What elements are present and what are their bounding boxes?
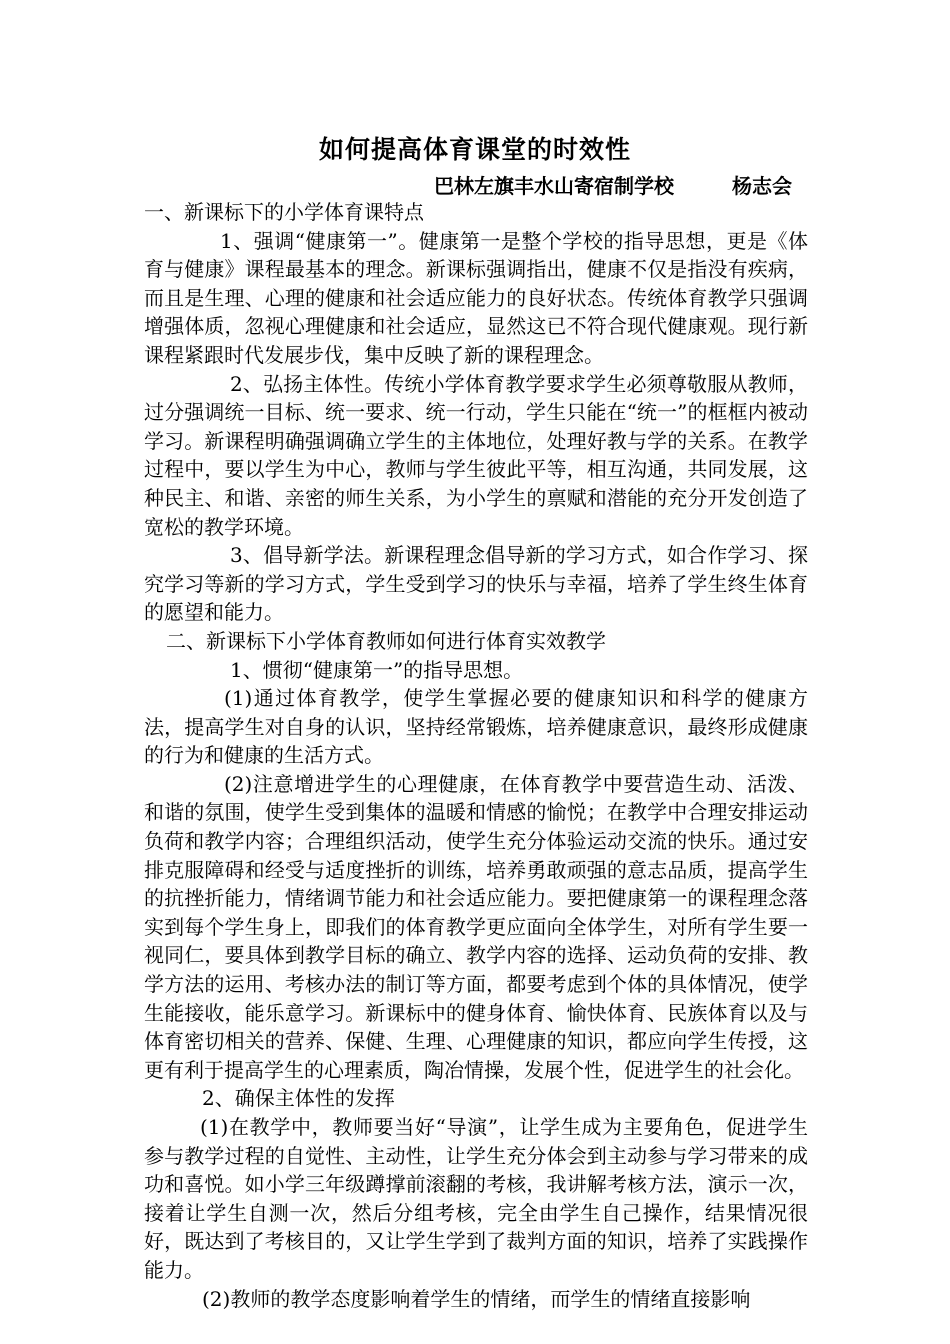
paragraph: 1、强调“健康第一”。健康第一是整个学校的指导思想，更是《体育与健康》课程最基本的理念。新课标强调指出，健康不仅是指没有疾病，而且是生理、心理的健康和社会适应能力的良好状态。传统体育教学只强调增强体质，忽视心理健康和社会适应，显然这已不符合现代健康观。现行新课程紧跟时代发展步伐，集中反映了新的课程理念。 [144,228,808,367]
paragraph: (1)通过体育教学，使学生掌握必要的健康知识和科学的健康方法，提高学生对自身的认识，坚持经常锻炼，培养健康意识，最终形成健康的行为和健康的生活方式。 [144,686,808,768]
section-heading-2: 二、新课标下小学体育教师如何进行体育实效教学 [166,628,606,653]
subsection-heading: 2、确保主体性的发挥 [202,1086,395,1111]
paragraph: (2)注意增进学生的心理健康，在体育教学中要营造生动、活泼、和谐的氛围，使学生受到集体的温暖和情感的愉悦；在教学中合理安排运动负荷和教学内容；合理组织活动，使学生充分体验运动交流的快乐。通过安排克服障碍和经受与适度挫折的训练，培养勇敢顽强的意志品质，提高学生的抗挫折能力，情绪调节能力和社会适应能力。要把健康第一的课程理念落实到每个学生身上，即我们的体育教学更应面向全体学生，对所有学生要一视同仁，要具体到教学目标的确立、教学内容的选择、运动负荷的安排、教学方法的运用、考核办法的制订等方面，都要考虑到个体的具体情况，使学生能接收，能乐意学习。新课标中的健身体育、愉快体育、民族体育以及与体育密切相关的营养、保健、生理、心理健康的知识，都应向学生传授，这更有利于提高学生的心理素质，陶冶情操，发展个性，促进学生的社会化。 [144,771,808,1082]
subsection-heading: 1、惯彻“健康第一”的指导思想。 [230,657,524,682]
paragraph: 3、倡导新学法。新课程理念倡导新的学习方式，如合作学习、探究学习等新的学习方式，学生受到学习的快乐与幸福，培养了学生终生体育的愿望和能力。 [144,543,808,625]
author-line [0,172,792,200]
school-name: 巴林左旗丰水山寄宿制学校 [434,174,674,198]
paragraph: (2)教师的教学态度影响着学生的情绪，而学生的情绪直接影响 [202,1286,751,1311]
paragraph: 2、弘扬主体性。传统小学体育教学要求学生必须尊敬服从教师，过分强调统一目标、统一要求、统一行动，学生只能在“统一”的框框内被动学习。新课程明确强调确立学生的主体地位，处理好教与学的关系。在教学过程中，要以学生为中心，教师与学生彼此平等，相互沟通，共同发展，这种民主、和谐、亲密的师生关系，为小学生的禀赋和潜能的充分开发创造了宽松的教学环境。 [144,371,808,539]
document-body [144,198,808,1313]
paragraph: (1)在教学中，教师要当好“导演”，让学生成为主要角色，促进学生参与教学过程的自觉性、主动性，让学生充分体会到主动参与学习带来的成功和喜悦。如小学三年级蹲撑前滚翻的考核，我讲解考核方法，演示一次，接着让学生自测一次，然后分组考核，完全由学生自己操作，结果情况很好，既达到了考核目的，又让学生学到了裁判方面的知识，培养了实践操作能力。 [144,1115,808,1282]
section-heading-1: 一、新课标下的小学体育课特点 [144,200,424,224]
author-name: 杨志会 [732,174,792,198]
document-title: 如何提高体育课堂的时效性 [318,135,631,164]
